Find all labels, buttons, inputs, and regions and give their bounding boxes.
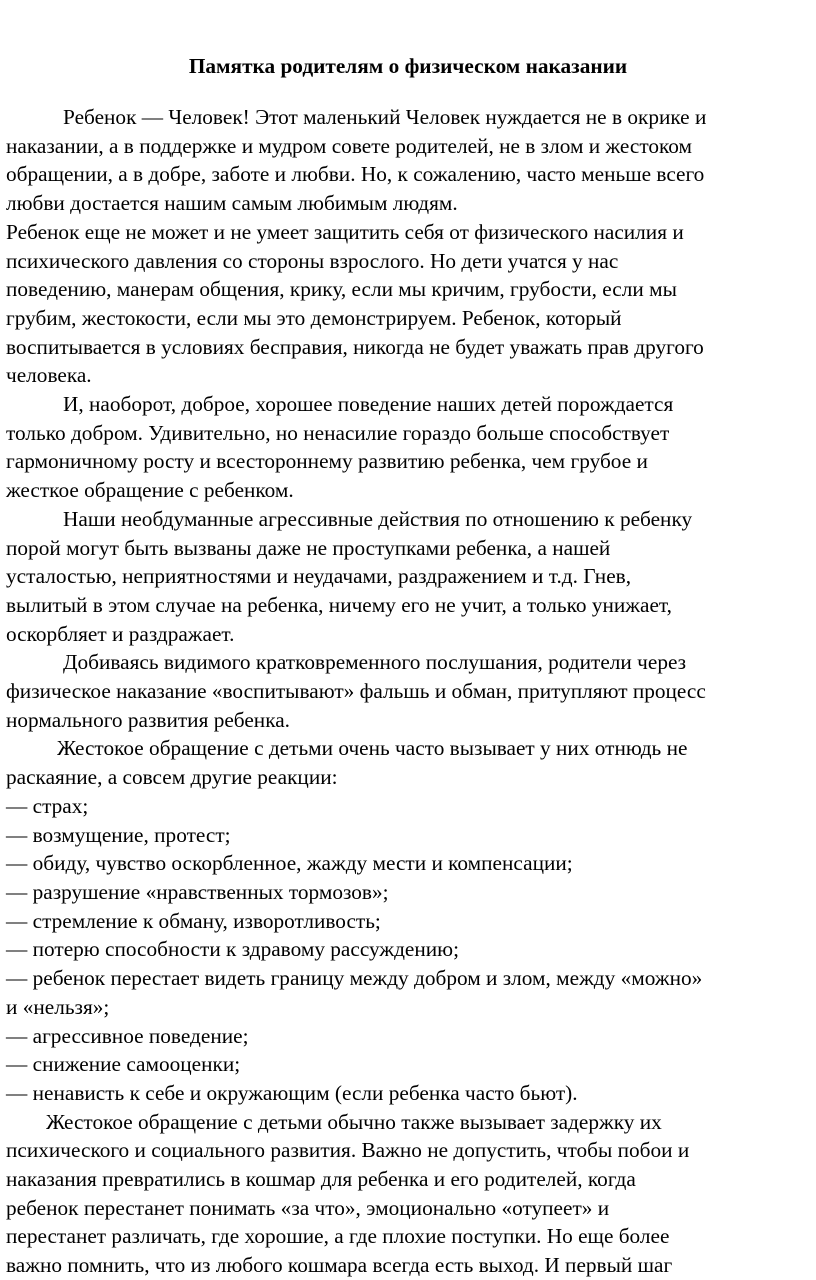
text-line: любви достается нашим самым любимым людям. bbox=[6, 191, 458, 216]
list-item: — страх; bbox=[6, 793, 89, 818]
text-line: человека. bbox=[6, 363, 92, 388]
text-line: ребенок перестанет понимать «за что», эмоционально «отупеет» и bbox=[6, 1195, 610, 1220]
text-line: усталостью, неприятностями и неудачами, раздражением и т.д. Гнев, bbox=[6, 564, 632, 589]
text-line: только добром. Удивительно, но ненасилие гораздо больше способствует bbox=[6, 420, 670, 445]
list-item: — потерю способности к здравому рассуждению; bbox=[6, 937, 460, 962]
text-line: нормального развития ребенка. bbox=[6, 707, 291, 732]
document-title: Памятка родителям о физическом наказании bbox=[188, 54, 628, 78]
text-line: Наши необдуманные агрессивные действия по отношению к ребенку bbox=[63, 506, 693, 531]
text-line: физическое наказание «воспитывают» фальшь и обман, притупляют процесс bbox=[6, 679, 706, 704]
text-line: раскаяние, а совсем другие реакции: bbox=[6, 765, 338, 790]
text-line: важно помнить, что из любого кошмара всегда есть выход. И первый шаг bbox=[6, 1253, 673, 1278]
text-line: грубим, жестокости, если мы это демонстрируем. Ребенок, который bbox=[6, 305, 622, 330]
list-item: — ненависть к себе и окружающим (если ребенка часто бьют). bbox=[6, 1080, 578, 1105]
text-line: воспитывается в условиях бесправия, никогда не будет уважать прав другого bbox=[6, 334, 704, 359]
text-line: поведению, манерам общения, крику, если мы кричим, грубости, если мы bbox=[6, 277, 677, 302]
text-line: и «нельзя»; bbox=[6, 994, 110, 1019]
text-line: жесткое обращение с ребенком. bbox=[6, 478, 294, 503]
list-item: — ребенок перестает видеть границу между добром и злом, между «можно» bbox=[6, 966, 703, 991]
list-item: — агрессивное поведение; bbox=[6, 1023, 249, 1048]
text-line: наказании, а в поддержке и мудром совете родителей, не в злом и жестоком bbox=[6, 133, 692, 158]
text-line: обращении, а в добре, заботе и любви. Но, к сожалению, часто меньше всего bbox=[6, 162, 705, 187]
list-item: — обиду, чувство оскорбленное, жажду мести и компенсации; bbox=[6, 851, 573, 876]
text-line: наказания превратились в кошмар для ребенка и его родителей, когда bbox=[6, 1167, 636, 1192]
text-line: психического давления со стороны взрослого. Но дети учатся у нас bbox=[6, 248, 619, 273]
text-line: Ребенок — Человек! Этот маленький Человек нуждается не в окрике и bbox=[63, 105, 707, 129]
text-line: гармоничному росту и всестороннему развитию ребенка, чем грубое и bbox=[6, 449, 648, 474]
text-line: Добиваясь видимого кратковременного послушания, родители через bbox=[63, 650, 687, 675]
text-line: оскорбляет и раздражает. bbox=[6, 621, 235, 646]
list-item: — стремление к обману, изворотливость; bbox=[6, 908, 381, 933]
list-item: — возмущение, протест; bbox=[6, 822, 231, 847]
text-line: Жестокое обращение с детьми обычно также вызывает задержку их bbox=[46, 1109, 662, 1134]
list-item: — разрушение «нравственных тормозов»; bbox=[6, 879, 389, 904]
text-line: Жестокое обращение с детьми очень часто вызывает у них отнюдь не bbox=[57, 736, 688, 761]
text-line: Ребенок еще не может и не умеет защитить себя от физического насилия и bbox=[6, 219, 684, 244]
text-line: психического и социального развития. Важно не допустить, чтобы побои и bbox=[6, 1138, 690, 1163]
document-body bbox=[6, 103, 812, 1280]
list-item: — снижение самооценки; bbox=[6, 1052, 241, 1077]
text-line: вылитый в этом случае на ребенка, ничему его не учит, а только унижает, bbox=[6, 592, 672, 617]
text-line: перестанет различать, где хорошие, а где плохие поступки. Но еще более bbox=[6, 1224, 670, 1249]
text-line: порой могут быть вызваны даже не проступками ребенка, а нашей bbox=[6, 535, 611, 560]
text-line: И, наоборот, доброе, хорошее поведение наших детей порождается bbox=[63, 392, 674, 417]
